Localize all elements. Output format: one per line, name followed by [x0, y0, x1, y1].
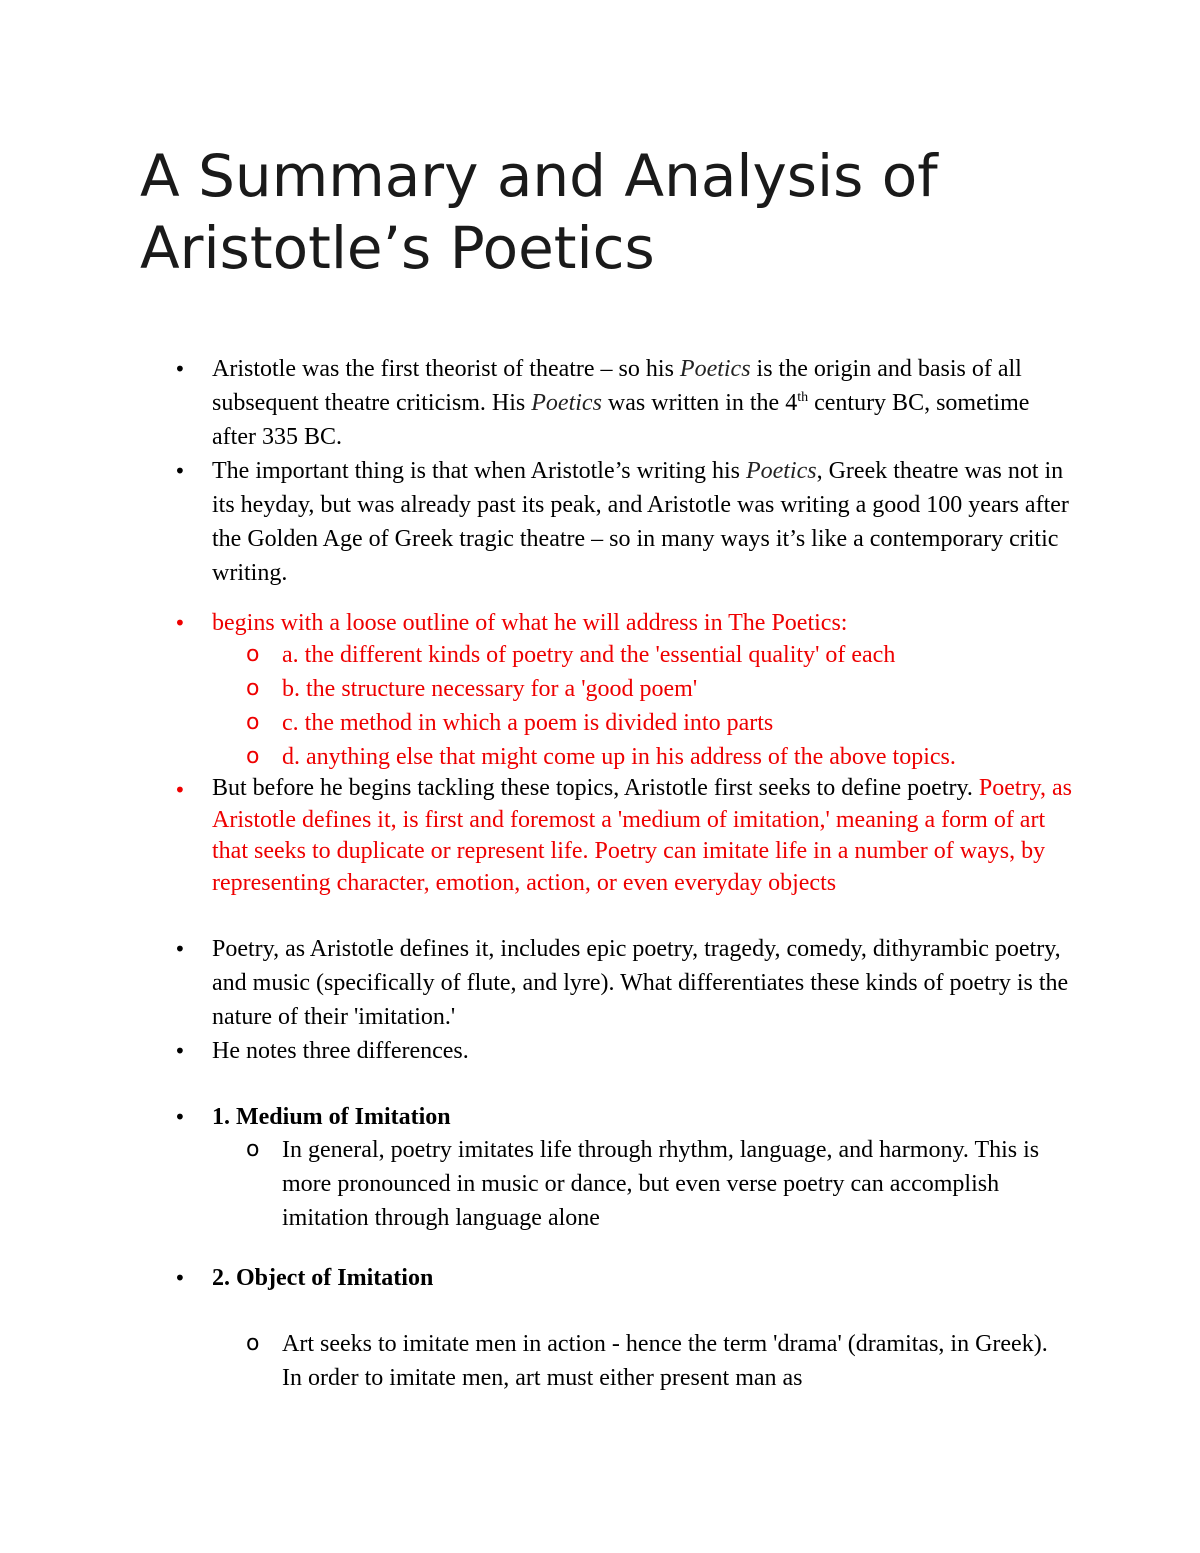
- bullet-marker: •: [174, 778, 186, 802]
- sub-item-kinds-of-poetry: a. the different kinds of poetry and the 'essential quality' of each: [282, 642, 896, 668]
- sub-item-anything-else: d. anything else that might come up in his address of the above topics.: [282, 744, 956, 770]
- bullet-item-outline: begins with a loose outline of what he will address in The Poetics:: [212, 610, 848, 636]
- sub-bullet-marker: o: [246, 642, 260, 667]
- poetics-emphasis: Poetics: [745, 458, 817, 484]
- poetics-emphasis: Poetics: [531, 390, 602, 416]
- heading-medium-of-imitation: 1. Medium of Imitation: [212, 1104, 451, 1130]
- sub-bullet-marker: o: [246, 710, 260, 735]
- bullet-item-first-theorist: Aristotle was the first theorist of theatre – so his Poetics is the origin and basis of all subsequent theatre criticism. His Poetics was written in the 4th century BC, sometime after 335 BC.: [212, 356, 1030, 450]
- bullet-marker: •: [174, 937, 186, 961]
- sub-item-rhythm-language-harmony: In general, poetry imitates life through rhythm, language, and harmony. This is more pronounced in music or dance, but even verse poetry can accomplish imitation through language alone: [282, 1137, 1040, 1231]
- heading-object-of-imitation: 2. Object of Imitation: [212, 1265, 434, 1291]
- bullet-marker: •: [174, 357, 186, 381]
- bullet-marker: •: [174, 1039, 186, 1063]
- bullet-item-define-poetry: But before he begins tackling these topics, Aristotle first seeks to define poetry. Poetry, as Aristotle defines it, is first and foremost a 'medium of imitation,' meaning a form of art that seeks to duplicate or represent life. Poetry can imitate life in a number of ways, by representing character, emotion, action, or even everyday objects: [212, 775, 1073, 896]
- bullet-marker: •: [174, 459, 186, 483]
- document-title: A Summary and Analysis of Aristotle’s Poetics: [140, 142, 938, 282]
- poetics-emphasis: Poetics: [679, 356, 751, 382]
- sub-bullet-marker: o: [246, 676, 260, 701]
- bullet-item-kinds-of-poetry: Poetry, as Aristotle defines it, includes epic poetry, tragedy, comedy, dithyrambic poetry, and music (specifically of flute, and lyre). What differentiates these kinds of poetry is the nature of their 'imitation.': [212, 936, 1069, 1030]
- bullet-item-past-its-peak: The important thing is that when Aristotle’s writing his Poetics, Greek theatre was not in its heyday, but was already past its peak, and Aristotle was writing a good 100 years after the Golden Age of Greek tragic theatre – so in many ways it’s like a contemporary critic writing.: [212, 458, 1069, 586]
- sub-item-men-in-action: Art seeks to imitate men in action - hence the term 'drama' (dramitas, in Greek). In order to imitate men, art must either present man as: [282, 1331, 1048, 1391]
- sub-bullet-marker: o: [246, 1331, 260, 1356]
- bullet-marker: •: [174, 1266, 186, 1290]
- sub-item-method: c. the method in which a poem is divided into parts: [282, 710, 774, 736]
- bullet-marker: •: [174, 1105, 186, 1129]
- bullet-item-three-differences: He notes three differences.: [212, 1038, 469, 1064]
- sub-item-structure: b. the structure necessary for a 'good poem': [282, 676, 698, 702]
- superscript: th: [797, 390, 809, 405]
- highlighted-definition: Poetry, as Aristotle defines it, is first and foremost a 'medium of imitation,' meaning a form of art that seeks to duplicate or represent life. Poetry can imitate life in a number of ways, by representing character, emotion, action, or even everyday objects: [212, 775, 1073, 896]
- bullet-marker: •: [174, 611, 186, 635]
- sub-bullet-marker: o: [246, 1137, 260, 1162]
- sub-bullet-marker: o: [246, 744, 260, 769]
